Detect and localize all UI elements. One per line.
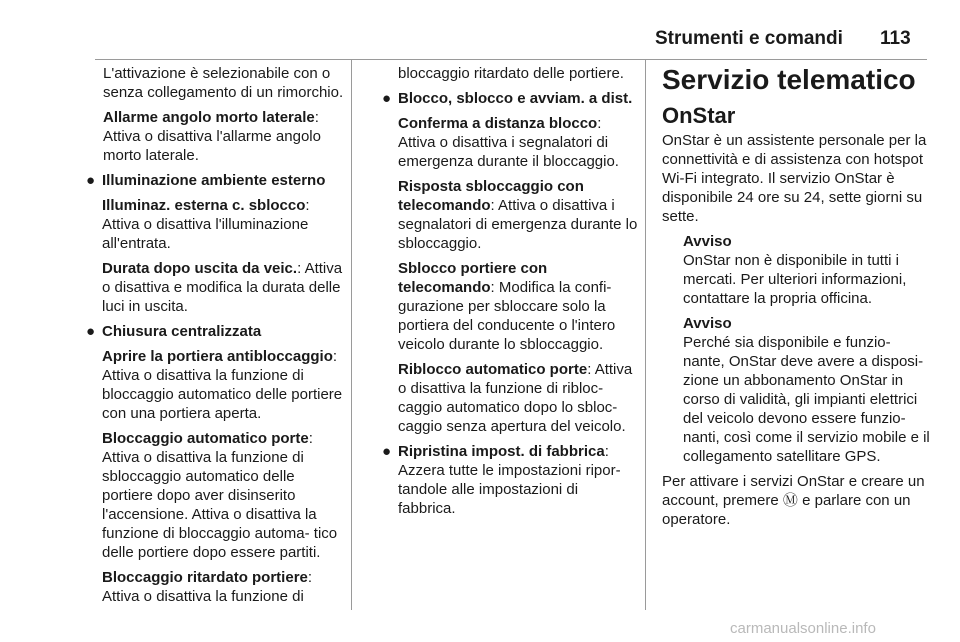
setting-title: Ripristina impost. di fabbrica <box>398 443 605 460</box>
header-rule <box>95 59 927 60</box>
list-heading: Chiusura centralizzata <box>102 323 262 340</box>
column-3 <box>662 64 930 535</box>
notice-box <box>662 232 930 308</box>
continued-text: bloccaggio ritardato delle portiere. <box>398 65 624 82</box>
setting-title: Aprire la portiera antibloccaggio <box>102 348 333 365</box>
list-item <box>382 89 638 436</box>
page-header-title: Strumenti e comandi <box>655 28 843 49</box>
setting-title: Risposta sbloccaggio con telecomando <box>398 178 584 214</box>
setting-text: : Attiva o disattiva la funzione di <box>102 569 313 605</box>
notice-text: OnStar non è disponibile in tutti i mercati. Per ulteriori informazioni, contattare la propria officina. <box>683 252 907 307</box>
setting-text: : Attiva o disattiva la funzione di ribloc- caggio automatico dopo lo sbloc- caggio senza apertura del veicolo. <box>398 361 633 435</box>
setting-auto-relock <box>398 360 638 436</box>
list-item <box>86 322 344 606</box>
closing-text: e parlare con un operatore. <box>662 492 911 528</box>
setting-title: Illuminaz. esterna c. sblocco <box>102 197 306 214</box>
setting-text: : Attiva o disattiva l'illuminazione all'entrata. <box>102 197 310 252</box>
setting-text: : Attiva o disattiva i segnalatori di emergenza durante il bloccaggio. <box>398 115 619 170</box>
notice-box <box>662 314 930 466</box>
column-divider-2 <box>645 60 646 610</box>
column-2 <box>382 64 638 524</box>
setting-blind-spot <box>86 108 344 165</box>
closing-paragraph <box>662 472 930 529</box>
setting-title: Allarme angolo morto laterale <box>103 109 315 126</box>
list-item <box>86 171 344 316</box>
setting-title: Durata dopo uscita da veic. <box>102 260 298 277</box>
setting-exit-duration <box>102 259 344 316</box>
subsection-title: OnStar <box>662 103 736 128</box>
closing-text: Per attivare i servizi OnStar e creare un account, premere <box>662 473 925 509</box>
setting-text: : Modifica la confi- gurazione per sbloccare solo la portiera del conducente o l'intero veicolo durante lo sbloccaggio. <box>398 279 616 353</box>
list-item <box>382 442 638 518</box>
setting-confirm-lock <box>398 114 638 171</box>
setting-text: : Attiva o disattiva e modifica la durata delle luci in uscita. <box>102 260 343 315</box>
setting-text: : Attiva o disattiva i segnalatori di emergenza durante lo sbloccaggio. <box>398 197 638 252</box>
setting-text: : Attiva o disattiva l'allarme angolo morto laterale. <box>103 109 321 164</box>
notice-text: Perché sia disponibile e funzio- nante, OnStar deve avere a disposi- zione un abbonamento OnStar in corso di validità, gli impianti elettrici del veicolo devono essere funzio- nanti, così come il servizio mobile e il collegamento satellitare GPS. <box>683 334 930 465</box>
setting-delayed-lock <box>102 568 344 606</box>
bullet-icon: ● <box>382 443 392 460</box>
watermark: carmanualsonline.info <box>730 620 876 637</box>
intro-paragraph: OnStar è un assistente personale per la connettività e di assistenza con hotspot Wi-Fi integrato. Il servizio OnStar è disponibile 24 ore su 24, sette giorni su sette. <box>662 132 927 225</box>
setting-title: Bloccaggio ritardato portiere <box>102 569 308 586</box>
list-heading: Illuminazione ambiente esterno <box>102 172 326 189</box>
list-heading: Blocco, sblocco e avviam. a dist. <box>398 90 633 107</box>
setting-text: : Azzera tutte le impostazioni ripor- tandole alle impostazioni di fabbrica. <box>398 443 621 517</box>
page-number: 113 <box>880 28 911 49</box>
setting-unlock-response <box>398 177 638 253</box>
continued-text: L'attivazione è selezionabile con o senza collegamento di un rimorchio. <box>103 65 344 101</box>
bullet-icon: ● <box>86 172 96 189</box>
onstar-button-icon: Ⓜ <box>782 492 798 509</box>
bullet-icon: ● <box>86 323 96 340</box>
setting-text: : Attiva o disattiva la funzione di sbloccaggio automatico delle portiere dopo aver disinserito l'accensione. Attiva o disattiva la funzione di bloccaggio automa- tico delle portiere dopo essere partiti. <box>102 430 338 561</box>
setting-text: : Attiva o disattiva la funzione di bloccaggio automatico delle portiere con una portiera aperta. <box>102 348 343 422</box>
column-1 <box>86 64 344 612</box>
setting-factory-reset <box>398 442 638 518</box>
setting-autolock <box>102 429 344 562</box>
setting-ext-unlock <box>102 196 344 253</box>
bullet-icon: ● <box>382 90 392 107</box>
setting-title: Bloccaggio automatico porte <box>102 430 309 447</box>
setting-title: Conferma a distanza blocco <box>398 115 598 132</box>
notice-title: Avviso <box>683 233 732 250</box>
setting-antilock <box>102 347 344 423</box>
setting-title: Riblocco automatico porte <box>398 361 588 378</box>
notice-title: Avviso <box>683 315 732 332</box>
section-title: Servizio telematico <box>662 64 916 95</box>
setting-door-unlock <box>398 259 638 354</box>
column-divider-1 <box>351 60 352 610</box>
setting-title: Sblocco portiere con telecomando <box>398 260 548 296</box>
